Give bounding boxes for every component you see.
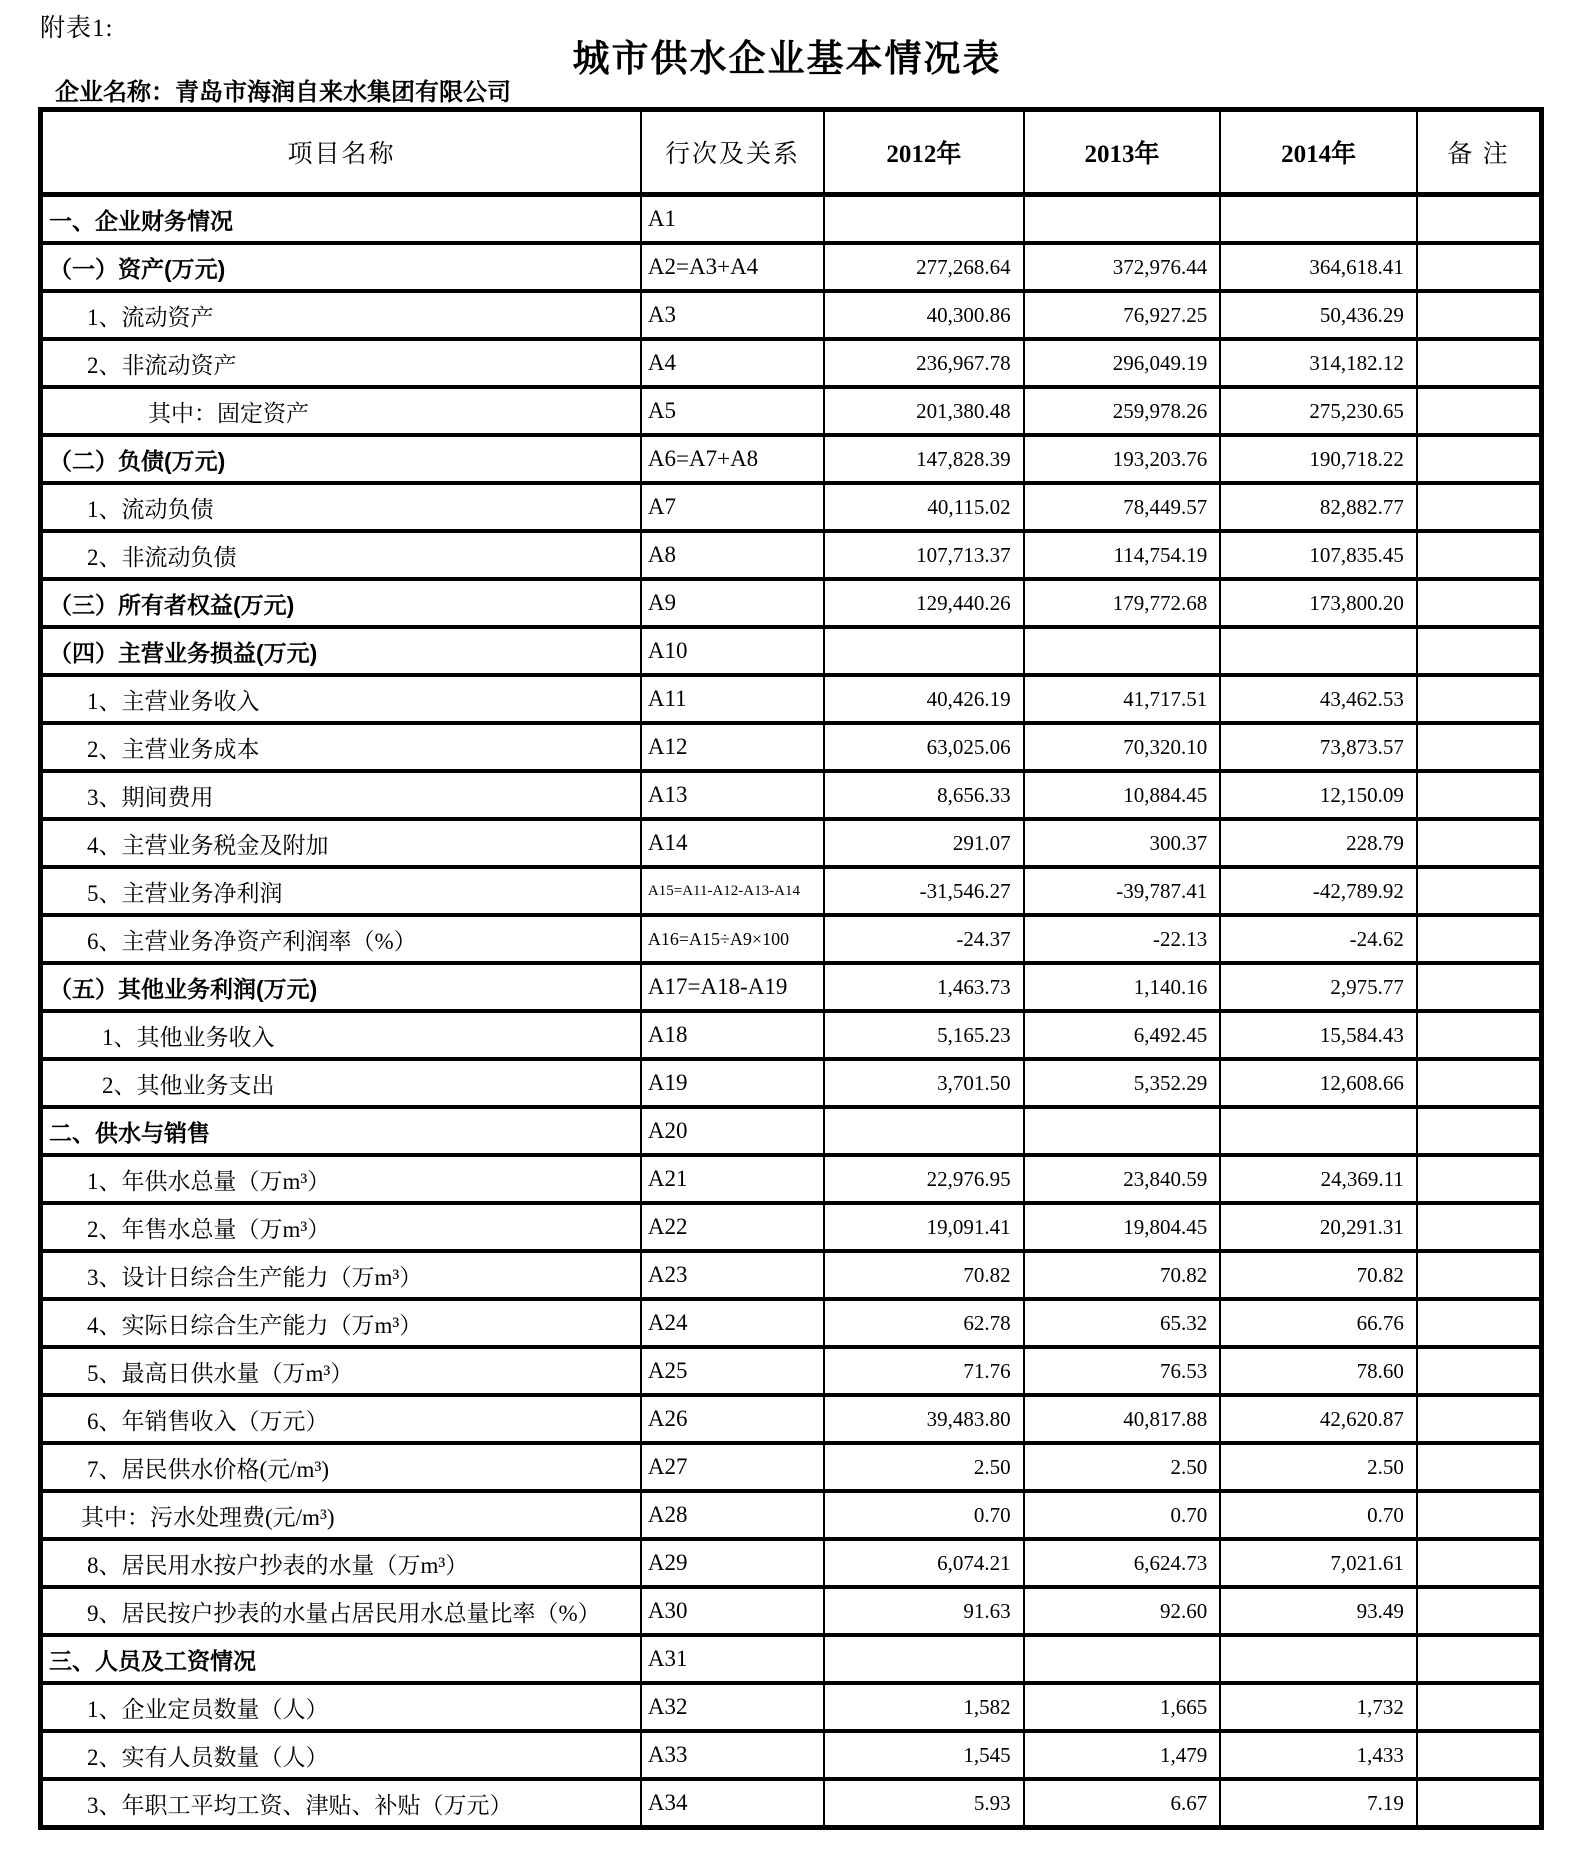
item-name-cell: 2、非流动资产 — [41, 339, 641, 387]
value-2012-cell: 3,701.50 — [824, 1059, 1024, 1107]
item-name-cell: 3、年职工平均工资、津贴、补贴（万元） — [41, 1779, 641, 1828]
value-2012-cell: 5,165.23 — [824, 1011, 1024, 1059]
remark-cell — [1417, 1251, 1542, 1299]
row-relation-cell: A24 — [641, 1299, 824, 1347]
value-2012-cell: 22,976.95 — [824, 1155, 1024, 1203]
value-2012-cell: 107,713.37 — [824, 531, 1024, 579]
value-2013-cell: 300.37 — [1024, 819, 1221, 867]
value-2013-cell: 1,665 — [1024, 1683, 1221, 1731]
remark-cell — [1417, 1635, 1542, 1683]
table-row — [41, 1107, 1542, 1155]
value-2014-cell: 24,369.11 — [1220, 1155, 1417, 1203]
table-row — [41, 1347, 1542, 1395]
table-row — [41, 195, 1542, 244]
value-2013-cell: 10,884.45 — [1024, 771, 1221, 819]
value-2014-cell: 1,433 — [1220, 1731, 1417, 1779]
header-year-2014: 2014年 — [1220, 110, 1417, 195]
remark-cell — [1417, 723, 1542, 771]
value-2012-cell: 39,483.80 — [824, 1395, 1024, 1443]
value-2014-cell: 2.50 — [1220, 1443, 1417, 1491]
value-2012-cell: 40,115.02 — [824, 483, 1024, 531]
row-relation-cell: A26 — [641, 1395, 824, 1443]
value-2013-cell: 19,804.45 — [1024, 1203, 1221, 1251]
remark-cell — [1417, 1779, 1542, 1828]
table-body — [41, 195, 1542, 1828]
row-relation-cell: A3 — [641, 291, 824, 339]
table-row — [41, 1299, 1542, 1347]
row-relation-cell: A30 — [641, 1587, 824, 1635]
row-relation-cell: A22 — [641, 1203, 824, 1251]
value-2014-cell: 0.70 — [1220, 1491, 1417, 1539]
value-2013-cell: 2.50 — [1024, 1443, 1221, 1491]
value-2012-cell: 6,074.21 — [824, 1539, 1024, 1587]
value-2012-cell — [824, 1635, 1024, 1683]
remark-cell — [1417, 771, 1542, 819]
table-row — [41, 483, 1542, 531]
row-relation-cell: A33 — [641, 1731, 824, 1779]
annex-label: 附表1: — [40, 15, 114, 42]
item-name-cell: 1、企业定员数量（人） — [41, 1683, 641, 1731]
remark-cell — [1417, 1347, 1542, 1395]
value-2014-cell: -42,789.92 — [1220, 867, 1417, 915]
header-year-2012: 2012年 — [824, 110, 1024, 195]
table-row — [41, 243, 1542, 291]
value-2014-cell: 82,882.77 — [1220, 483, 1417, 531]
row-relation-cell: A9 — [641, 579, 824, 627]
row-relation-cell: A7 — [641, 483, 824, 531]
table-row — [41, 1059, 1542, 1107]
value-2013-cell: 296,049.19 — [1024, 339, 1221, 387]
value-2012-cell: 201,380.48 — [824, 387, 1024, 435]
value-2013-cell: 65.32 — [1024, 1299, 1221, 1347]
table-row — [41, 339, 1542, 387]
table-row — [41, 435, 1542, 483]
table-row — [41, 675, 1542, 723]
value-2013-cell: 70,320.10 — [1024, 723, 1221, 771]
item-name-cell: （四）主营业务损益(万元) — [41, 627, 641, 675]
value-2012-cell: 129,440.26 — [824, 579, 1024, 627]
row-relation-cell: A19 — [641, 1059, 824, 1107]
value-2014-cell: 275,230.65 — [1220, 387, 1417, 435]
value-2014-cell — [1220, 1107, 1417, 1155]
table-row — [41, 627, 1542, 675]
value-2012-cell: 1,582 — [824, 1683, 1024, 1731]
value-2014-cell: 12,150.09 — [1220, 771, 1417, 819]
value-2014-cell: 66.76 — [1220, 1299, 1417, 1347]
item-name-cell: 2、非流动负债 — [41, 531, 641, 579]
table-row — [41, 1443, 1542, 1491]
value-2013-cell: 40,817.88 — [1024, 1395, 1221, 1443]
value-2012-cell: 8,656.33 — [824, 771, 1024, 819]
remark-cell — [1417, 1587, 1542, 1635]
value-2014-cell: 364,618.41 — [1220, 243, 1417, 291]
table-row — [41, 579, 1542, 627]
remark-cell — [1417, 1683, 1542, 1731]
row-relation-cell: A4 — [641, 339, 824, 387]
value-2012-cell: 236,967.78 — [824, 339, 1024, 387]
row-relation-cell: A13 — [641, 771, 824, 819]
value-2012-cell: 63,025.06 — [824, 723, 1024, 771]
remark-cell — [1417, 579, 1542, 627]
row-relation-cell: A1 — [641, 195, 824, 244]
table-row — [41, 1587, 1542, 1635]
value-2012-cell: 40,300.86 — [824, 291, 1024, 339]
table-row — [41, 291, 1542, 339]
remark-cell — [1417, 1107, 1542, 1155]
remark-cell — [1417, 195, 1542, 244]
row-relation-cell: A6=A7+A8 — [641, 435, 824, 483]
table-row — [41, 771, 1542, 819]
value-2013-cell: 41,717.51 — [1024, 675, 1221, 723]
remark-cell — [1417, 1539, 1542, 1587]
value-2013-cell: 0.70 — [1024, 1491, 1221, 1539]
remark-cell — [1417, 291, 1542, 339]
row-relation-cell: A8 — [641, 531, 824, 579]
value-2014-cell: 190,718.22 — [1220, 435, 1417, 483]
remark-cell — [1417, 1203, 1542, 1251]
value-2013-cell — [1024, 1635, 1221, 1683]
remark-cell — [1417, 339, 1542, 387]
value-2012-cell: 62.78 — [824, 1299, 1024, 1347]
value-2013-cell: 92.60 — [1024, 1587, 1221, 1635]
remark-cell — [1417, 435, 1542, 483]
remark-cell — [1417, 1299, 1542, 1347]
table-row — [41, 1539, 1542, 1587]
value-2014-cell: 93.49 — [1220, 1587, 1417, 1635]
remark-cell — [1417, 1491, 1542, 1539]
value-2014-cell: 73,873.57 — [1220, 723, 1417, 771]
row-relation-cell: A17=A18-A19 — [641, 963, 824, 1011]
remark-cell — [1417, 243, 1542, 291]
value-2013-cell: -22.13 — [1024, 915, 1221, 963]
row-relation-cell: A23 — [641, 1251, 824, 1299]
item-name-cell: 2、实有人员数量（人） — [41, 1731, 641, 1779]
value-2014-cell: 107,835.45 — [1220, 531, 1417, 579]
table-row — [41, 531, 1542, 579]
remark-cell — [1417, 531, 1542, 579]
value-2013-cell: 259,978.26 — [1024, 387, 1221, 435]
remark-cell — [1417, 1443, 1542, 1491]
table-row — [41, 387, 1542, 435]
item-name-cell: （三）所有者权益(万元) — [41, 579, 641, 627]
item-name-cell: 1、年供水总量（万m³） — [41, 1155, 641, 1203]
value-2012-cell — [824, 195, 1024, 244]
remark-cell — [1417, 1059, 1542, 1107]
table-row — [41, 867, 1542, 915]
value-2014-cell: 50,436.29 — [1220, 291, 1417, 339]
row-relation-cell: A32 — [641, 1683, 824, 1731]
value-2014-cell: 15,584.43 — [1220, 1011, 1417, 1059]
remark-cell — [1417, 915, 1542, 963]
value-2012-cell: 1,545 — [824, 1731, 1024, 1779]
header-row — [41, 110, 1542, 195]
row-relation-cell: A27 — [641, 1443, 824, 1491]
value-2014-cell: 20,291.31 — [1220, 1203, 1417, 1251]
item-name-cell: 3、期间费用 — [41, 771, 641, 819]
table-row — [41, 723, 1542, 771]
item-name-cell: 1、其他业务收入 — [41, 1011, 641, 1059]
remark-cell — [1417, 867, 1542, 915]
value-2014-cell: 78.60 — [1220, 1347, 1417, 1395]
remark-cell — [1417, 387, 1542, 435]
value-2013-cell: 6.67 — [1024, 1779, 1221, 1828]
row-relation-cell: A15=A11-A12-A13-A14 — [641, 867, 824, 915]
item-name-cell: 6、主营业务净资产利润率（%） — [41, 915, 641, 963]
row-relation-cell: A11 — [641, 675, 824, 723]
value-2014-cell: 228.79 — [1220, 819, 1417, 867]
value-2012-cell — [824, 1107, 1024, 1155]
value-2013-cell: -39,787.41 — [1024, 867, 1221, 915]
row-relation-cell: A20 — [641, 1107, 824, 1155]
item-name-cell: 4、主营业务税金及附加 — [41, 819, 641, 867]
remark-cell — [1417, 1155, 1542, 1203]
table-row — [41, 1395, 1542, 1443]
row-relation-cell: A21 — [641, 1155, 824, 1203]
header-item-name: 项目名称 — [41, 110, 641, 195]
value-2012-cell: 291.07 — [824, 819, 1024, 867]
item-name-cell: 一、企业财务情况 — [41, 195, 641, 244]
value-2012-cell: 5.93 — [824, 1779, 1024, 1828]
value-2012-cell: 71.76 — [824, 1347, 1024, 1395]
value-2012-cell: -24.37 — [824, 915, 1024, 963]
table-row — [41, 963, 1542, 1011]
item-name-cell: 1、主营业务收入 — [41, 675, 641, 723]
value-2013-cell: 78,449.57 — [1024, 483, 1221, 531]
remark-cell — [1417, 483, 1542, 531]
row-relation-cell: A5 — [641, 387, 824, 435]
item-name-cell: 2、其他业务支出 — [41, 1059, 641, 1107]
value-2012-cell: 1,463.73 — [824, 963, 1024, 1011]
table-row — [41, 1491, 1542, 1539]
item-name-cell: 7、居民供水价格(元/m³) — [41, 1443, 641, 1491]
value-2014-cell: 1,732 — [1220, 1683, 1417, 1731]
item-name-cell: 其中：污水处理费(元/m³) — [41, 1491, 641, 1539]
header-row-relation: 行次及关系 — [641, 110, 824, 195]
value-2013-cell — [1024, 1107, 1221, 1155]
item-name-cell: 二、供水与销售 — [41, 1107, 641, 1155]
item-name-cell: 9、居民按户抄表的水量占居民用水总量比率（%） — [41, 1587, 641, 1635]
value-2014-cell: 12,608.66 — [1220, 1059, 1417, 1107]
page-title: 城市供水企业基本情况表 — [572, 38, 1002, 79]
value-2014-cell: 2,975.77 — [1220, 963, 1417, 1011]
remark-cell — [1417, 1731, 1542, 1779]
item-name-cell: 其中：固定资产 — [41, 387, 641, 435]
value-2014-cell: 314,182.12 — [1220, 339, 1417, 387]
value-2014-cell: 42,620.87 — [1220, 1395, 1417, 1443]
remark-cell — [1417, 963, 1542, 1011]
header-year-2013: 2013年 — [1024, 110, 1221, 195]
table-row — [41, 1011, 1542, 1059]
item-name-cell: （五）其他业务利润(万元) — [41, 963, 641, 1011]
basic-info-table — [38, 107, 1544, 1830]
value-2012-cell: -31,546.27 — [824, 867, 1024, 915]
row-relation-cell: A34 — [641, 1779, 824, 1828]
remark-cell — [1417, 819, 1542, 867]
value-2013-cell: 114,754.19 — [1024, 531, 1221, 579]
remark-cell — [1417, 1395, 1542, 1443]
item-name-cell: 2、年售水总量（万m³） — [41, 1203, 641, 1251]
value-2013-cell: 193,203.76 — [1024, 435, 1221, 483]
value-2012-cell: 147,828.39 — [824, 435, 1024, 483]
value-2013-cell: 76.53 — [1024, 1347, 1221, 1395]
item-name-cell: 5、最高日供水量（万m³） — [41, 1347, 641, 1395]
item-name-cell: 三、人员及工资情况 — [41, 1635, 641, 1683]
item-name-cell: 6、年销售收入（万元） — [41, 1395, 641, 1443]
value-2012-cell: 0.70 — [824, 1491, 1024, 1539]
value-2014-cell — [1220, 627, 1417, 675]
value-2012-cell: 40,426.19 — [824, 675, 1024, 723]
table-row — [41, 1155, 1542, 1203]
value-2014-cell — [1220, 1635, 1417, 1683]
row-relation-cell: A25 — [641, 1347, 824, 1395]
value-2013-cell — [1024, 627, 1221, 675]
row-relation-cell: A12 — [641, 723, 824, 771]
value-2013-cell: 179,772.68 — [1024, 579, 1221, 627]
row-relation-cell: A28 — [641, 1491, 824, 1539]
item-name-cell: 1、流动资产 — [41, 291, 641, 339]
value-2013-cell — [1024, 195, 1221, 244]
item-name-cell: 1、流动负债 — [41, 483, 641, 531]
value-2014-cell — [1220, 195, 1417, 244]
company-name-label: 企业名称：青岛市海润自来水集团有限公司 — [55, 79, 511, 106]
value-2013-cell: 6,492.45 — [1024, 1011, 1221, 1059]
table-row — [41, 1203, 1542, 1251]
table-row — [41, 1731, 1542, 1779]
value-2013-cell: 70.82 — [1024, 1251, 1221, 1299]
table-row — [41, 1683, 1542, 1731]
remark-cell — [1417, 627, 1542, 675]
row-relation-cell: A2=A3+A4 — [641, 243, 824, 291]
value-2014-cell: 7,021.61 — [1220, 1539, 1417, 1587]
value-2012-cell: 2.50 — [824, 1443, 1024, 1491]
item-name-cell: （二）负债(万元) — [41, 435, 641, 483]
item-name-cell: （一）资产(万元) — [41, 243, 641, 291]
row-relation-cell: A14 — [641, 819, 824, 867]
value-2014-cell: 70.82 — [1220, 1251, 1417, 1299]
row-relation-cell: A18 — [641, 1011, 824, 1059]
header-remark: 备 注 — [1417, 110, 1542, 195]
value-2012-cell: 70.82 — [824, 1251, 1024, 1299]
value-2014-cell: 7.19 — [1220, 1779, 1417, 1828]
value-2013-cell: 1,140.16 — [1024, 963, 1221, 1011]
value-2012-cell: 19,091.41 — [824, 1203, 1024, 1251]
table-row — [41, 1779, 1542, 1828]
item-name-cell: 5、主营业务净利润 — [41, 867, 641, 915]
value-2013-cell: 6,624.73 — [1024, 1539, 1221, 1587]
remark-cell — [1417, 675, 1542, 723]
value-2012-cell: 277,268.64 — [824, 243, 1024, 291]
table-row — [41, 819, 1542, 867]
row-relation-cell: A10 — [641, 627, 824, 675]
item-name-cell: 4、实际日综合生产能力（万m³） — [41, 1299, 641, 1347]
value-2013-cell: 372,976.44 — [1024, 243, 1221, 291]
value-2014-cell: -24.62 — [1220, 915, 1417, 963]
value-2012-cell: 91.63 — [824, 1587, 1024, 1635]
table-row — [41, 1251, 1542, 1299]
row-relation-cell: A29 — [641, 1539, 824, 1587]
item-name-cell: 2、主营业务成本 — [41, 723, 641, 771]
value-2013-cell: 76,927.25 — [1024, 291, 1221, 339]
row-relation-cell: A31 — [641, 1635, 824, 1683]
item-name-cell: 8、居民用水按户抄表的水量（万m³） — [41, 1539, 641, 1587]
table-row — [41, 915, 1542, 963]
row-relation-cell: A16=A15÷A9×100 — [641, 915, 824, 963]
value-2014-cell: 173,800.20 — [1220, 579, 1417, 627]
value-2014-cell: 43,462.53 — [1220, 675, 1417, 723]
value-2012-cell — [824, 627, 1024, 675]
value-2013-cell: 1,479 — [1024, 1731, 1221, 1779]
item-name-cell: 3、设计日综合生产能力（万m³） — [41, 1251, 641, 1299]
table-row — [41, 1635, 1542, 1683]
table-header — [41, 110, 1542, 195]
value-2013-cell: 23,840.59 — [1024, 1155, 1221, 1203]
remark-cell — [1417, 1011, 1542, 1059]
value-2013-cell: 5,352.29 — [1024, 1059, 1221, 1107]
